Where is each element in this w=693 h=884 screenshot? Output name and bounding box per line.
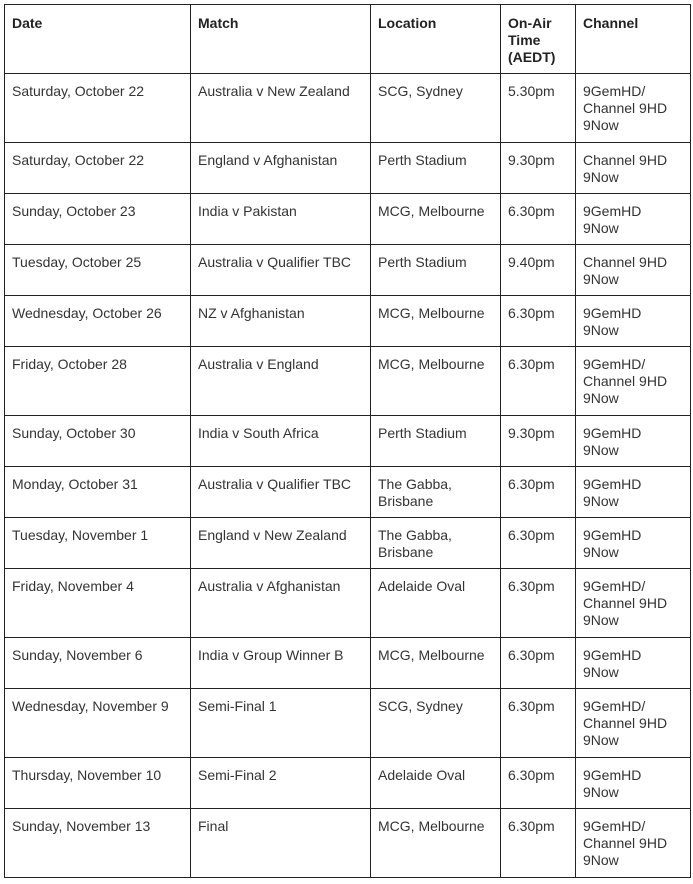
cell-location: [371, 74, 501, 143]
cell-match: Australia v Qualifier TBC: [191, 467, 371, 518]
cell-match: India v Pakistan: [191, 194, 371, 245]
cell-channel: [576, 467, 691, 518]
cell-channel-line: Channel 9HD: [583, 254, 668, 270]
cell-location-line: Brisbane: [378, 493, 434, 509]
cell-channel-line: 9GemHD/: [583, 698, 646, 714]
cell-channel: [576, 245, 691, 296]
cell-time: 5.30pm: [501, 74, 576, 143]
table-row: [5, 809, 691, 878]
cell-location: [371, 689, 501, 758]
table-row: [5, 74, 691, 143]
table-row: [5, 467, 691, 518]
cell-location-line: Perth Stadium: [378, 152, 467, 168]
cell-location: [371, 638, 501, 689]
cell-date: Friday, November 4: [5, 569, 191, 638]
cell-location-line: Perth Stadium: [378, 425, 467, 441]
cell-channel-line: 9GemHD/: [583, 818, 646, 834]
cell-location: [371, 518, 501, 569]
cell-match: England v New Zealand: [191, 518, 371, 569]
cell-location: [371, 569, 501, 638]
cell-location: [371, 194, 501, 245]
header-time-line: (AEDT): [508, 49, 556, 65]
cell-date: Tuesday, October 25: [5, 245, 191, 296]
cell-time: 6.30pm: [501, 347, 576, 416]
header-location: Location: [371, 5, 501, 74]
cell-channel-line: 9GemHD/: [583, 356, 646, 372]
table-row: [5, 194, 691, 245]
cell-channel: [576, 518, 691, 569]
cell-date: Sunday, October 23: [5, 194, 191, 245]
cell-date: Tuesday, November 1: [5, 518, 191, 569]
cell-channel-line: Channel 9HD: [583, 100, 668, 116]
cell-location-line: MCG, Melbourne: [378, 647, 485, 663]
cell-channel-line: 9Now: [583, 612, 619, 628]
cell-time: 6.30pm: [501, 758, 576, 809]
cell-match: Semi-Final 1: [191, 689, 371, 758]
header-match: Match: [191, 5, 371, 74]
table-row: [5, 758, 691, 809]
cell-channel: [576, 638, 691, 689]
cell-channel-line: 9Now: [583, 390, 619, 406]
cell-location-line: MCG, Melbourne: [378, 203, 485, 219]
cell-channel: [576, 689, 691, 758]
header-channel: Channel: [576, 5, 691, 74]
header-time-line: Time: [508, 32, 541, 48]
cell-channel-line: 9Now: [583, 271, 619, 287]
header-date: Date: [5, 5, 191, 74]
header-time: [501, 5, 576, 74]
cell-match: NZ v Afghanistan: [191, 296, 371, 347]
cell-channel-line: 9Now: [583, 852, 619, 868]
table-row: [5, 569, 691, 638]
cell-date: Sunday, November 13: [5, 809, 191, 878]
cell-channel: [576, 416, 691, 467]
cell-location: [371, 347, 501, 416]
table-row: [5, 347, 691, 416]
cell-channel-line: 9GemHD: [583, 647, 642, 663]
cell-channel: [576, 809, 691, 878]
cell-channel-line: 9GemHD: [583, 767, 642, 783]
cell-channel-line: 9Now: [583, 220, 619, 236]
cell-location: [371, 143, 501, 194]
cell-time: 9.30pm: [501, 143, 576, 194]
cell-channel-line: 9Now: [583, 784, 619, 800]
cell-location-line: MCG, Melbourne: [378, 305, 485, 321]
table-row: [5, 245, 691, 296]
cell-match: India v South Africa: [191, 416, 371, 467]
cell-channel: [576, 143, 691, 194]
cell-date: Thursday, November 10: [5, 758, 191, 809]
cell-channel-line: Channel 9HD: [583, 152, 668, 168]
cell-location-line: Perth Stadium: [378, 254, 467, 270]
cell-channel: [576, 74, 691, 143]
cell-channel-line: Channel 9HD: [583, 715, 668, 731]
cell-match: Australia v England: [191, 347, 371, 416]
cell-time: 9.30pm: [501, 416, 576, 467]
cell-date: Sunday, November 6: [5, 638, 191, 689]
cell-channel-line: 9GemHD: [583, 305, 642, 321]
cell-time: 6.30pm: [501, 689, 576, 758]
cell-channel: [576, 758, 691, 809]
schedule-body: [5, 74, 691, 878]
table-row: [5, 689, 691, 758]
schedule-table: [4, 4, 691, 878]
cell-channel-line: 9Now: [583, 442, 619, 458]
cell-location-line: SCG, Sydney: [378, 698, 463, 714]
cell-match: Australia v Qualifier TBC: [191, 245, 371, 296]
table-row: [5, 518, 691, 569]
table-row: [5, 416, 691, 467]
cell-date: Wednesday, October 26: [5, 296, 191, 347]
cell-location: [371, 809, 501, 878]
cell-location: [371, 245, 501, 296]
cell-match: Semi-Final 2: [191, 758, 371, 809]
cell-match: Australia v Afghanistan: [191, 569, 371, 638]
cell-channel-line: Channel 9HD: [583, 595, 668, 611]
header-time-line: On-Air: [508, 15, 552, 31]
table-row: [5, 638, 691, 689]
cell-date: Sunday, October 30: [5, 416, 191, 467]
cell-location-line: Adelaide Oval: [378, 767, 466, 783]
cell-channel: [576, 347, 691, 416]
cell-date: Friday, October 28: [5, 347, 191, 416]
cell-channel: [576, 194, 691, 245]
header-row: [5, 5, 691, 74]
cell-channel-line: 9Now: [583, 544, 619, 560]
cell-location-line: MCG, Melbourne: [378, 356, 485, 372]
cell-channel-line: 9GemHD: [583, 203, 642, 219]
cell-match: England v Afghanistan: [191, 143, 371, 194]
cell-channel: [576, 296, 691, 347]
cell-channel-line: 9Now: [583, 117, 619, 133]
cell-channel-line: Channel 9HD: [583, 835, 668, 851]
cell-location-line: The Gabba,: [378, 527, 452, 543]
cell-date: Saturday, October 22: [5, 74, 191, 143]
cell-channel-line: 9Now: [583, 493, 619, 509]
cell-match: Australia v New Zealand: [191, 74, 371, 143]
cell-channel: [576, 569, 691, 638]
cell-location: [371, 296, 501, 347]
cell-time: 6.30pm: [501, 194, 576, 245]
cell-time: 6.30pm: [501, 296, 576, 347]
cell-time: 6.30pm: [501, 518, 576, 569]
cell-location-line: The Gabba,: [378, 476, 452, 492]
cell-match: Final: [191, 809, 371, 878]
cell-channel-line: 9GemHD: [583, 425, 642, 441]
cell-time: 6.30pm: [501, 467, 576, 518]
cell-location-line: Brisbane: [378, 544, 434, 560]
table-row: [5, 296, 691, 347]
cell-time: 6.30pm: [501, 638, 576, 689]
cell-channel-line: 9GemHD: [583, 527, 642, 543]
cell-match: India v Group Winner B: [191, 638, 371, 689]
cell-channel-line: 9GemHD/: [583, 578, 646, 594]
cell-channel-line: 9Now: [583, 322, 619, 338]
cell-location: [371, 467, 501, 518]
cell-date: Monday, October 31: [5, 467, 191, 518]
table-row: [5, 143, 691, 194]
cell-date: Wednesday, November 9: [5, 689, 191, 758]
cell-date: Saturday, October 22: [5, 143, 191, 194]
cell-location-line: SCG, Sydney: [378, 83, 463, 99]
cell-location-line: Adelaide Oval: [378, 578, 466, 594]
cell-channel-line: 9Now: [583, 664, 619, 680]
cell-channel-line: 9GemHD: [583, 476, 642, 492]
cell-time: 6.30pm: [501, 809, 576, 878]
cell-location: [371, 758, 501, 809]
cell-location: [371, 416, 501, 467]
cell-channel-line: 9Now: [583, 169, 619, 185]
cell-channel-line: 9Now: [583, 732, 619, 748]
cell-location-line: MCG, Melbourne: [378, 818, 485, 834]
cell-channel-line: 9GemHD/: [583, 83, 646, 99]
cell-channel-line: Channel 9HD: [583, 373, 668, 389]
cell-time: 9.40pm: [501, 245, 576, 296]
cell-time: 6.30pm: [501, 569, 576, 638]
